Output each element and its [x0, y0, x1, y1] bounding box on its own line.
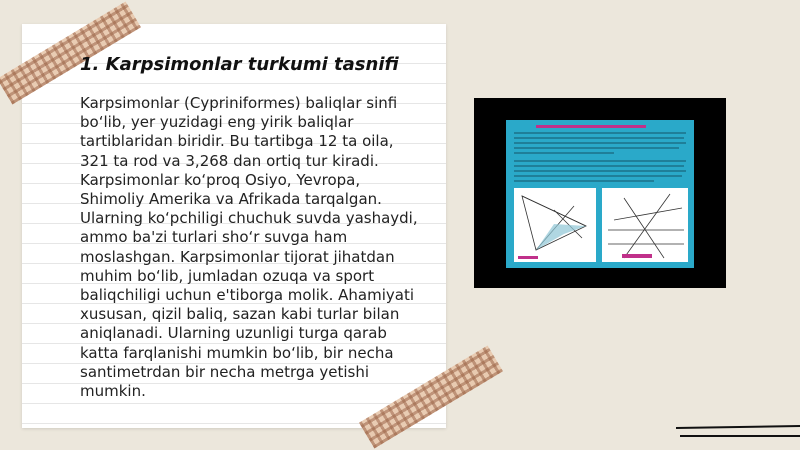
slide-title: 1. Karpsimonlar turkumi tasnifi	[80, 54, 399, 75]
embedded-image-graphic	[474, 98, 726, 288]
embedded-image	[474, 98, 726, 288]
decorative-lines	[676, 424, 800, 444]
right-diagram	[602, 188, 688, 262]
slide-body-text: Karpsimonlar (Cypriniformes) baliqlar sinfi bo‘lib, yer yuzidagi eng yirik baliqlar tartiblaridan biridir. Bu tartibga 12 ta oila, 321 ta rod va 3,268 dan ortiq tur kiradi. Karpsimonlar ko‘proq Osiyo, Yevropa, Shimoliy Amerika va Afrikada tarqalgan. Ularning ko‘pchiligi chuchuk suvda yashaydi, ammo ba'zi turlari sho‘r suvga ham moslashgan. Karpsimonlar tijorat jihatdan muhim bo‘lib, jumladan ozuqa va sport baliqchiligi uchun e'tiborga molik. Ahamiyati xususan, qizil baliq, sazan kabi turlar bilan aniqlanadi. Ularning uzunligi turga qarab katta farqlanishi mumkin bo‘lib, bir necha santimetrdan bir necha metrga yetishi mumkin.	[80, 94, 418, 401]
